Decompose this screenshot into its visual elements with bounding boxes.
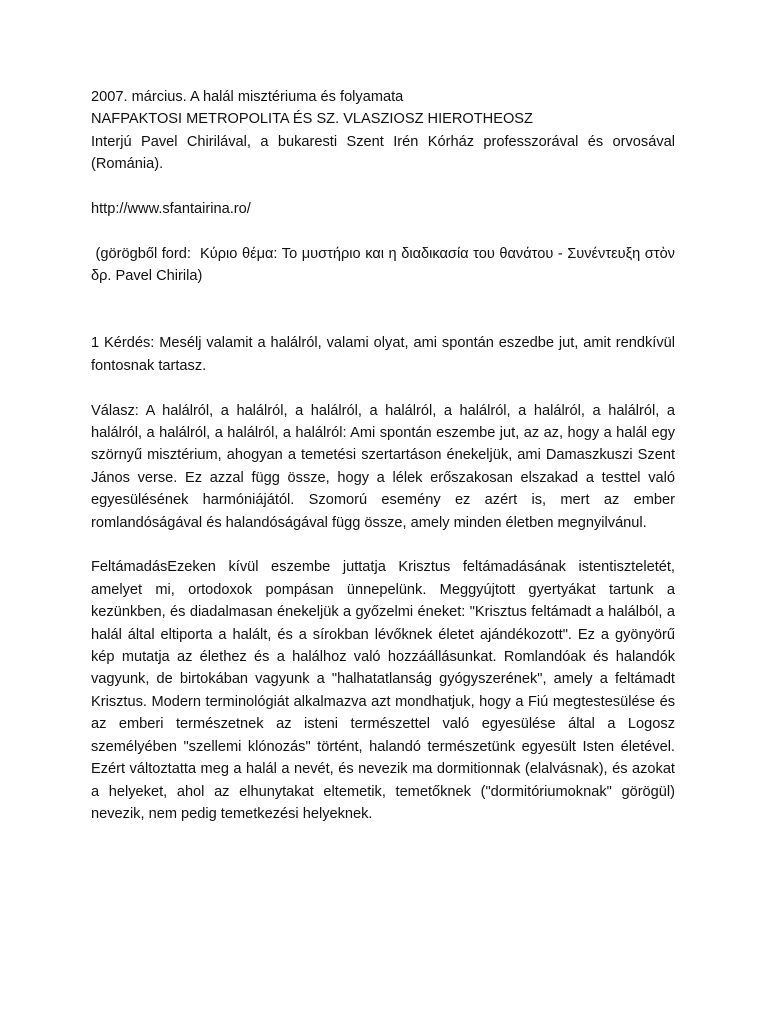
spacer <box>91 288 675 333</box>
document-title: 2007. március. A halál misztériuma és folyamata <box>91 89 404 105</box>
spacer <box>91 220 675 242</box>
author-line: NAFPAKTOSI METROPOLITA ÉS SZ. VLASZIOSZ HIEROTHEOSZ <box>91 111 533 128</box>
spacer <box>91 534 675 556</box>
interview-intro: Interjú Pavel Chirilával, a bukaresti Szent Irén Kórház professzorával és orvosával (Románia). <box>91 133 675 173</box>
translation-note: (görögből ford: Κύριο θέμα: Το μυστήριο και η διαδικασία του θανάτου - Συνέντευξη στὸν δρ. Pavel Chirila) <box>91 245 680 285</box>
question-1: 1 Kérdés: Mesélj valamit a halálról, valami olyat, ami spontán eszedbe jut, amit rendkívül fontosnak tartasz. <box>91 335 675 374</box>
spacer <box>91 176 675 198</box>
resurrection-paragraph: FeltámadásEzeken kívül eszembe juttatja Krisztus feltámadásának istentiszteletét, amelyet mi, ortodoxok pompásan ünnepelünk. Meggyújtott gyertyákat tartunk a kezünkben, és diadalmasan énekeljük a győzelmi éneket: "Krisztus feltámadt a halálból, a halál által eltiporta a halált, és a sírokban lévőknek életet ajándékozott". Ez a gyönyörű kép mutatja az élethez és a halálhoz való hozzáállásunkat. Romlandóak és halandók vagyunk, de birtokában vagyunk a "halhatatlanság gyógyszerének", amely a feltámadt Krisztus. Modern terminológiát alkalmazva azt mondhatjuk, hogy a Fiú megtestesülése és az emberi természetnek az isteni természettel való egyesülése által a Logosz személyében "szellemi klónozás" történt, halandó természetünk egyesült Isten életével. Ezért változtatta meg a halál a nevét, és nevezik ma dormitionnak (elalvásnak), és azokat a helyeket, ahol az elhunytakat eltemetik, temetőknek ("dormitóriumoknak" görögül) nevezik, nem pedig temetkezési helyeknek. <box>91 559 675 822</box>
spacer <box>91 377 675 399</box>
document-body <box>91 86 680 825</box>
source-link[interactable]: http://www.sfantairina.ro/ <box>91 201 251 218</box>
answer-1: Válasz: A halálról, a halálról, a halálról, a halálról, a halálról, a halálról, a halálról, a halálról, a halálról, a halálról, a halálról: Ami spontán eszembe jut, az az, hogy a halál egy szörnyű misztérium, ahogyan a temetési szertartáson énekeljük, ami Damaszkuszi Szent János verse. Ez azzal függ össze, hogy a lélek erőszakosan elszakad a testtel való egyesülésének harmóniájától. Szomorú esemény ez azért is, mert az ember romlandóságával és halandóságával függ össze, amely minden életben megnyilvánul. <box>91 402 675 531</box>
